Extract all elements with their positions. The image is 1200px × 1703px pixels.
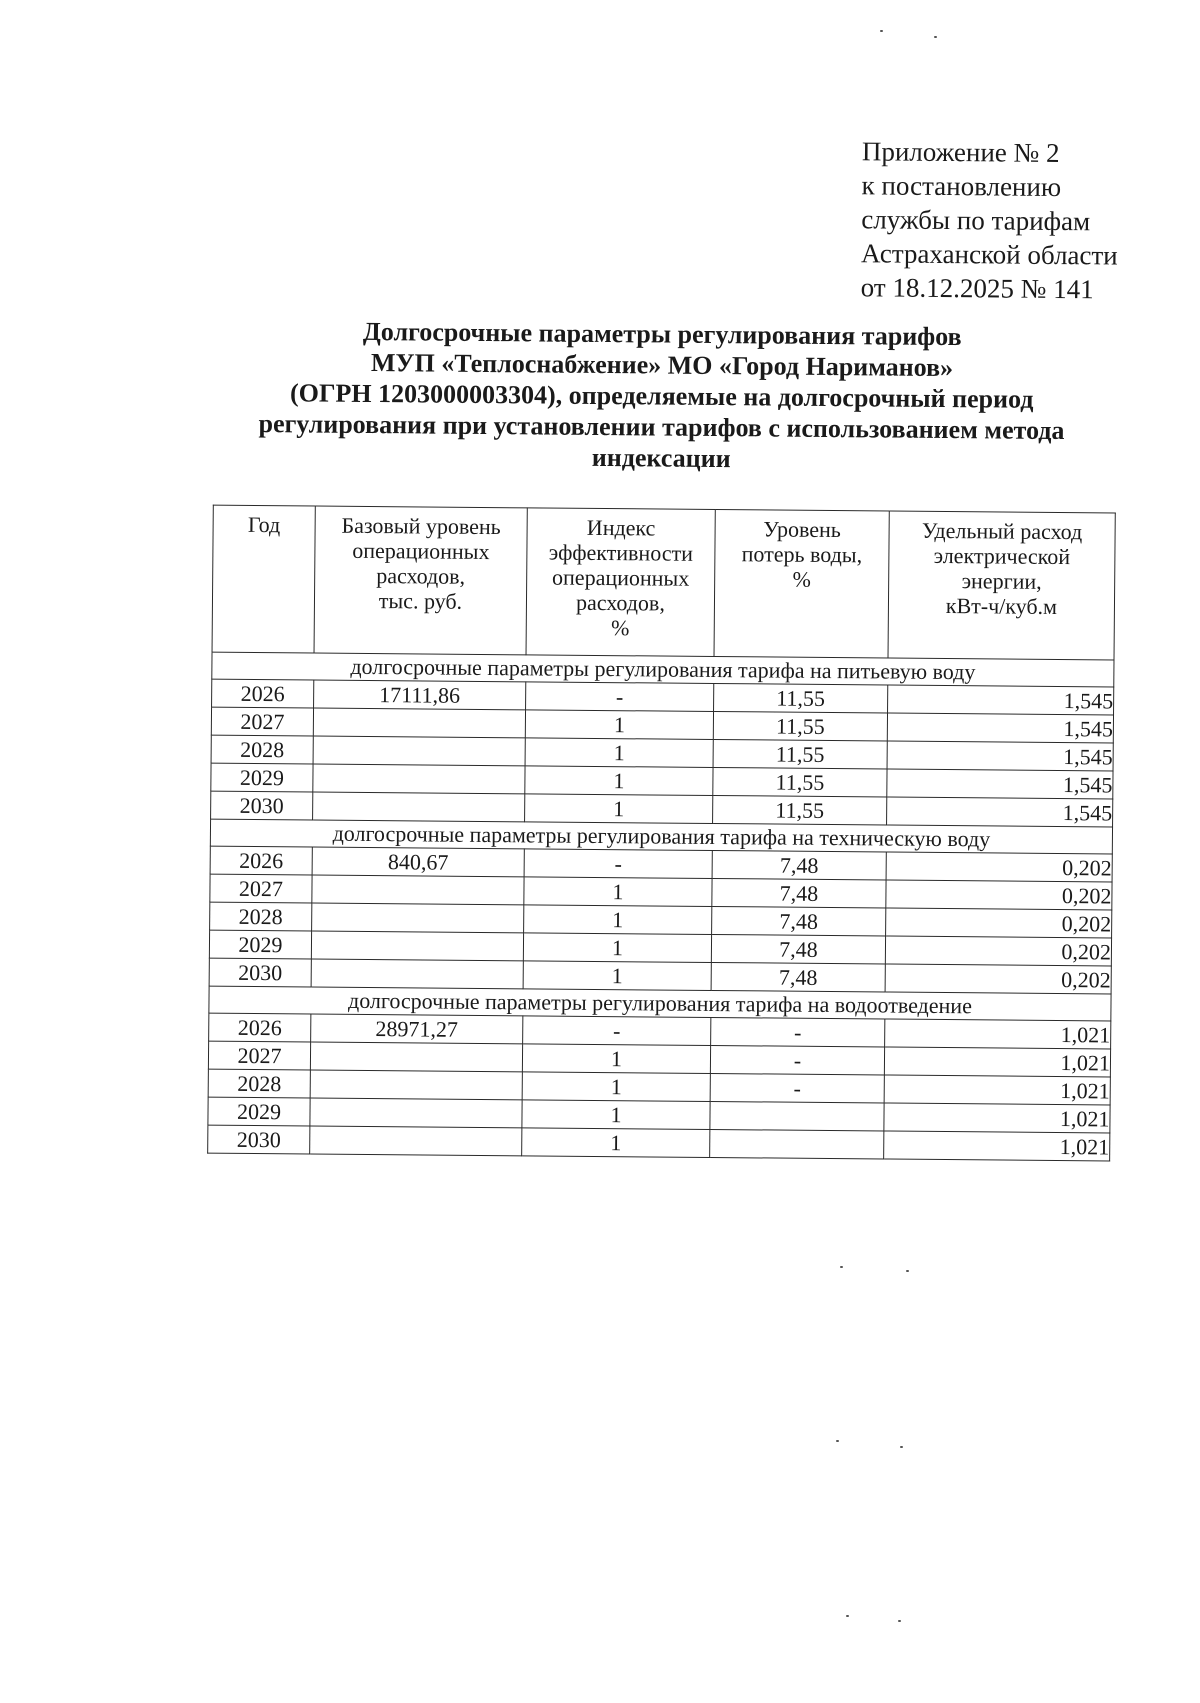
cell-year: 2027 (211, 707, 313, 736)
cell-year: 2026 (210, 846, 312, 875)
cell-year: 2027 (208, 1041, 310, 1070)
appendix-line: Приложение № 2 (861, 136, 1060, 168)
appendix-reference (861, 134, 1119, 306)
cell-water-loss: 7,48 (712, 850, 886, 880)
cell-energy: 1,021 (885, 1019, 1111, 1049)
cell-base-cost (313, 736, 525, 766)
cell-energy: 1,545 (887, 713, 1113, 743)
cell-energy: 1,545 (887, 797, 1113, 827)
cell-efficiency-index: 1 (522, 1128, 710, 1158)
cell-efficiency-index: 1 (525, 794, 713, 824)
cell-water-loss: - (710, 1045, 884, 1075)
title-line: Долгосрочные параметры регулирования тарифов (362, 316, 962, 352)
cell-efficiency-index: - (524, 849, 712, 879)
cell-base-cost (312, 875, 524, 905)
header-energy-consumption: Удельный расход электрической энергии, кВт-ч/куб.м (888, 511, 1115, 660)
cell-energy: 1,545 (887, 769, 1113, 799)
scan-speck (900, 1446, 903, 1448)
cell-base-cost (313, 764, 525, 794)
appendix-line: от 18.12.2025 № 141 (860, 272, 1094, 305)
cell-water-loss: 7,48 (712, 906, 886, 936)
cell-base-cost: 840,67 (312, 847, 524, 877)
cell-water-loss: 11,55 (713, 767, 887, 797)
cell-year: 2029 (209, 930, 311, 959)
cell-base-cost (310, 1098, 522, 1128)
cell-base-cost: 17111,86 (314, 680, 526, 710)
cell-energy: 0,202 (885, 964, 1111, 994)
section-title: долгосрочные параметры регулирования тарифа на водоотведение (209, 986, 1111, 1021)
title-line: МУП «Теплоснабжение» МО «Город Нариманов» (370, 347, 954, 383)
cell-water-loss: 11,55 (713, 739, 887, 769)
cell-energy: 1,545 (888, 685, 1114, 715)
cell-efficiency-index: - (526, 682, 714, 712)
cell-base-cost (313, 792, 525, 822)
cell-efficiency-index: 1 (523, 961, 711, 991)
cell-year: 2029 (211, 763, 313, 792)
scan-speck (906, 1270, 909, 1272)
cell-year: 2028 (210, 902, 312, 931)
cell-year: 2030 (211, 791, 313, 820)
cell-energy: 1,021 (884, 1047, 1110, 1077)
title-line: (ОГРН 1203000003304), определяемые на долгосрочный период (289, 378, 1034, 414)
cell-year: 2028 (211, 735, 313, 764)
header-efficiency-index: Индекс эффективности операционных расходов, % (526, 508, 715, 657)
document-title (201, 315, 1122, 478)
header-base-cost: Базовый уровень операционных расходов, тыс. руб. (314, 506, 527, 655)
cell-water-loss (710, 1101, 884, 1131)
cell-energy: 0,202 (886, 908, 1112, 938)
cell-water-loss: - (710, 1073, 884, 1103)
table-header-row (212, 505, 1115, 660)
cell-water-loss: 7,48 (712, 878, 886, 908)
cell-efficiency-index: 1 (524, 877, 712, 907)
cell-efficiency-index: - (523, 1016, 711, 1046)
cell-water-loss: 11,55 (713, 711, 887, 741)
cell-water-loss: - (711, 1017, 885, 1047)
cell-efficiency-index: 1 (522, 1072, 710, 1102)
cell-base-cost (310, 1126, 522, 1156)
scan-speck (934, 36, 937, 38)
cell-water-loss: 7,48 (711, 962, 885, 992)
cell-year: 2030 (208, 1125, 310, 1154)
cell-efficiency-index: 1 (524, 905, 712, 935)
appendix-line: Астраханской области (860, 238, 1118, 271)
header-year: Год (212, 505, 315, 653)
cell-base-cost (311, 931, 523, 961)
cell-year: 2030 (209, 958, 311, 987)
cell-efficiency-index: 1 (523, 933, 711, 963)
cell-energy: 1,545 (887, 741, 1113, 771)
cell-efficiency-index: 1 (525, 738, 713, 768)
cell-energy: 0,202 (886, 852, 1112, 882)
section-title: долгосрочные параметры регулирования тарифа на техническую воду (210, 819, 1112, 854)
scan-speck (840, 1266, 843, 1268)
cell-year: 2029 (208, 1097, 310, 1126)
title-line: индексации (591, 442, 731, 474)
cell-base-cost (313, 708, 525, 738)
cell-base-cost (310, 1070, 522, 1100)
cell-base-cost: 28971,27 (311, 1014, 523, 1044)
cell-energy: 0,202 (885, 936, 1111, 966)
cell-base-cost (310, 1042, 522, 1072)
cell-water-loss (710, 1129, 884, 1159)
cell-year: 2028 (208, 1069, 310, 1098)
tariff-parameters-table (207, 505, 1116, 1162)
cell-water-loss: 11,55 (713, 795, 887, 825)
cell-year: 2026 (209, 1013, 311, 1042)
cell-efficiency-index: 1 (522, 1100, 710, 1130)
scan-speck (836, 1440, 839, 1442)
cell-water-loss: 11,55 (714, 683, 888, 713)
cell-energy: 1,021 (884, 1131, 1110, 1161)
cell-efficiency-index: 1 (525, 710, 713, 740)
appendix-line: к постановлению (861, 170, 1062, 203)
cell-efficiency-index: 1 (522, 1044, 710, 1074)
scan-speck (898, 1620, 901, 1622)
cell-efficiency-index: 1 (525, 766, 713, 796)
scan-speck (846, 1615, 849, 1617)
cell-water-loss: 7,48 (711, 934, 885, 964)
scan-speck (880, 30, 883, 32)
cell-base-cost (312, 903, 524, 933)
section-title: долгосрочные параметры регулирования тарифа на питьевую воду (212, 652, 1114, 687)
appendix-line: службы по тарифам (861, 204, 1091, 237)
header-water-loss: Уровень потерь воды, % (714, 510, 889, 659)
cell-energy: 1,021 (884, 1103, 1110, 1133)
title-line: регулирования при установлении тарифов с использованием метода (258, 409, 1065, 446)
cell-energy: 1,021 (884, 1075, 1110, 1105)
cell-energy: 0,202 (886, 880, 1112, 910)
cell-base-cost (311, 959, 523, 989)
cell-year: 2026 (212, 679, 314, 708)
cell-year: 2027 (210, 874, 312, 903)
